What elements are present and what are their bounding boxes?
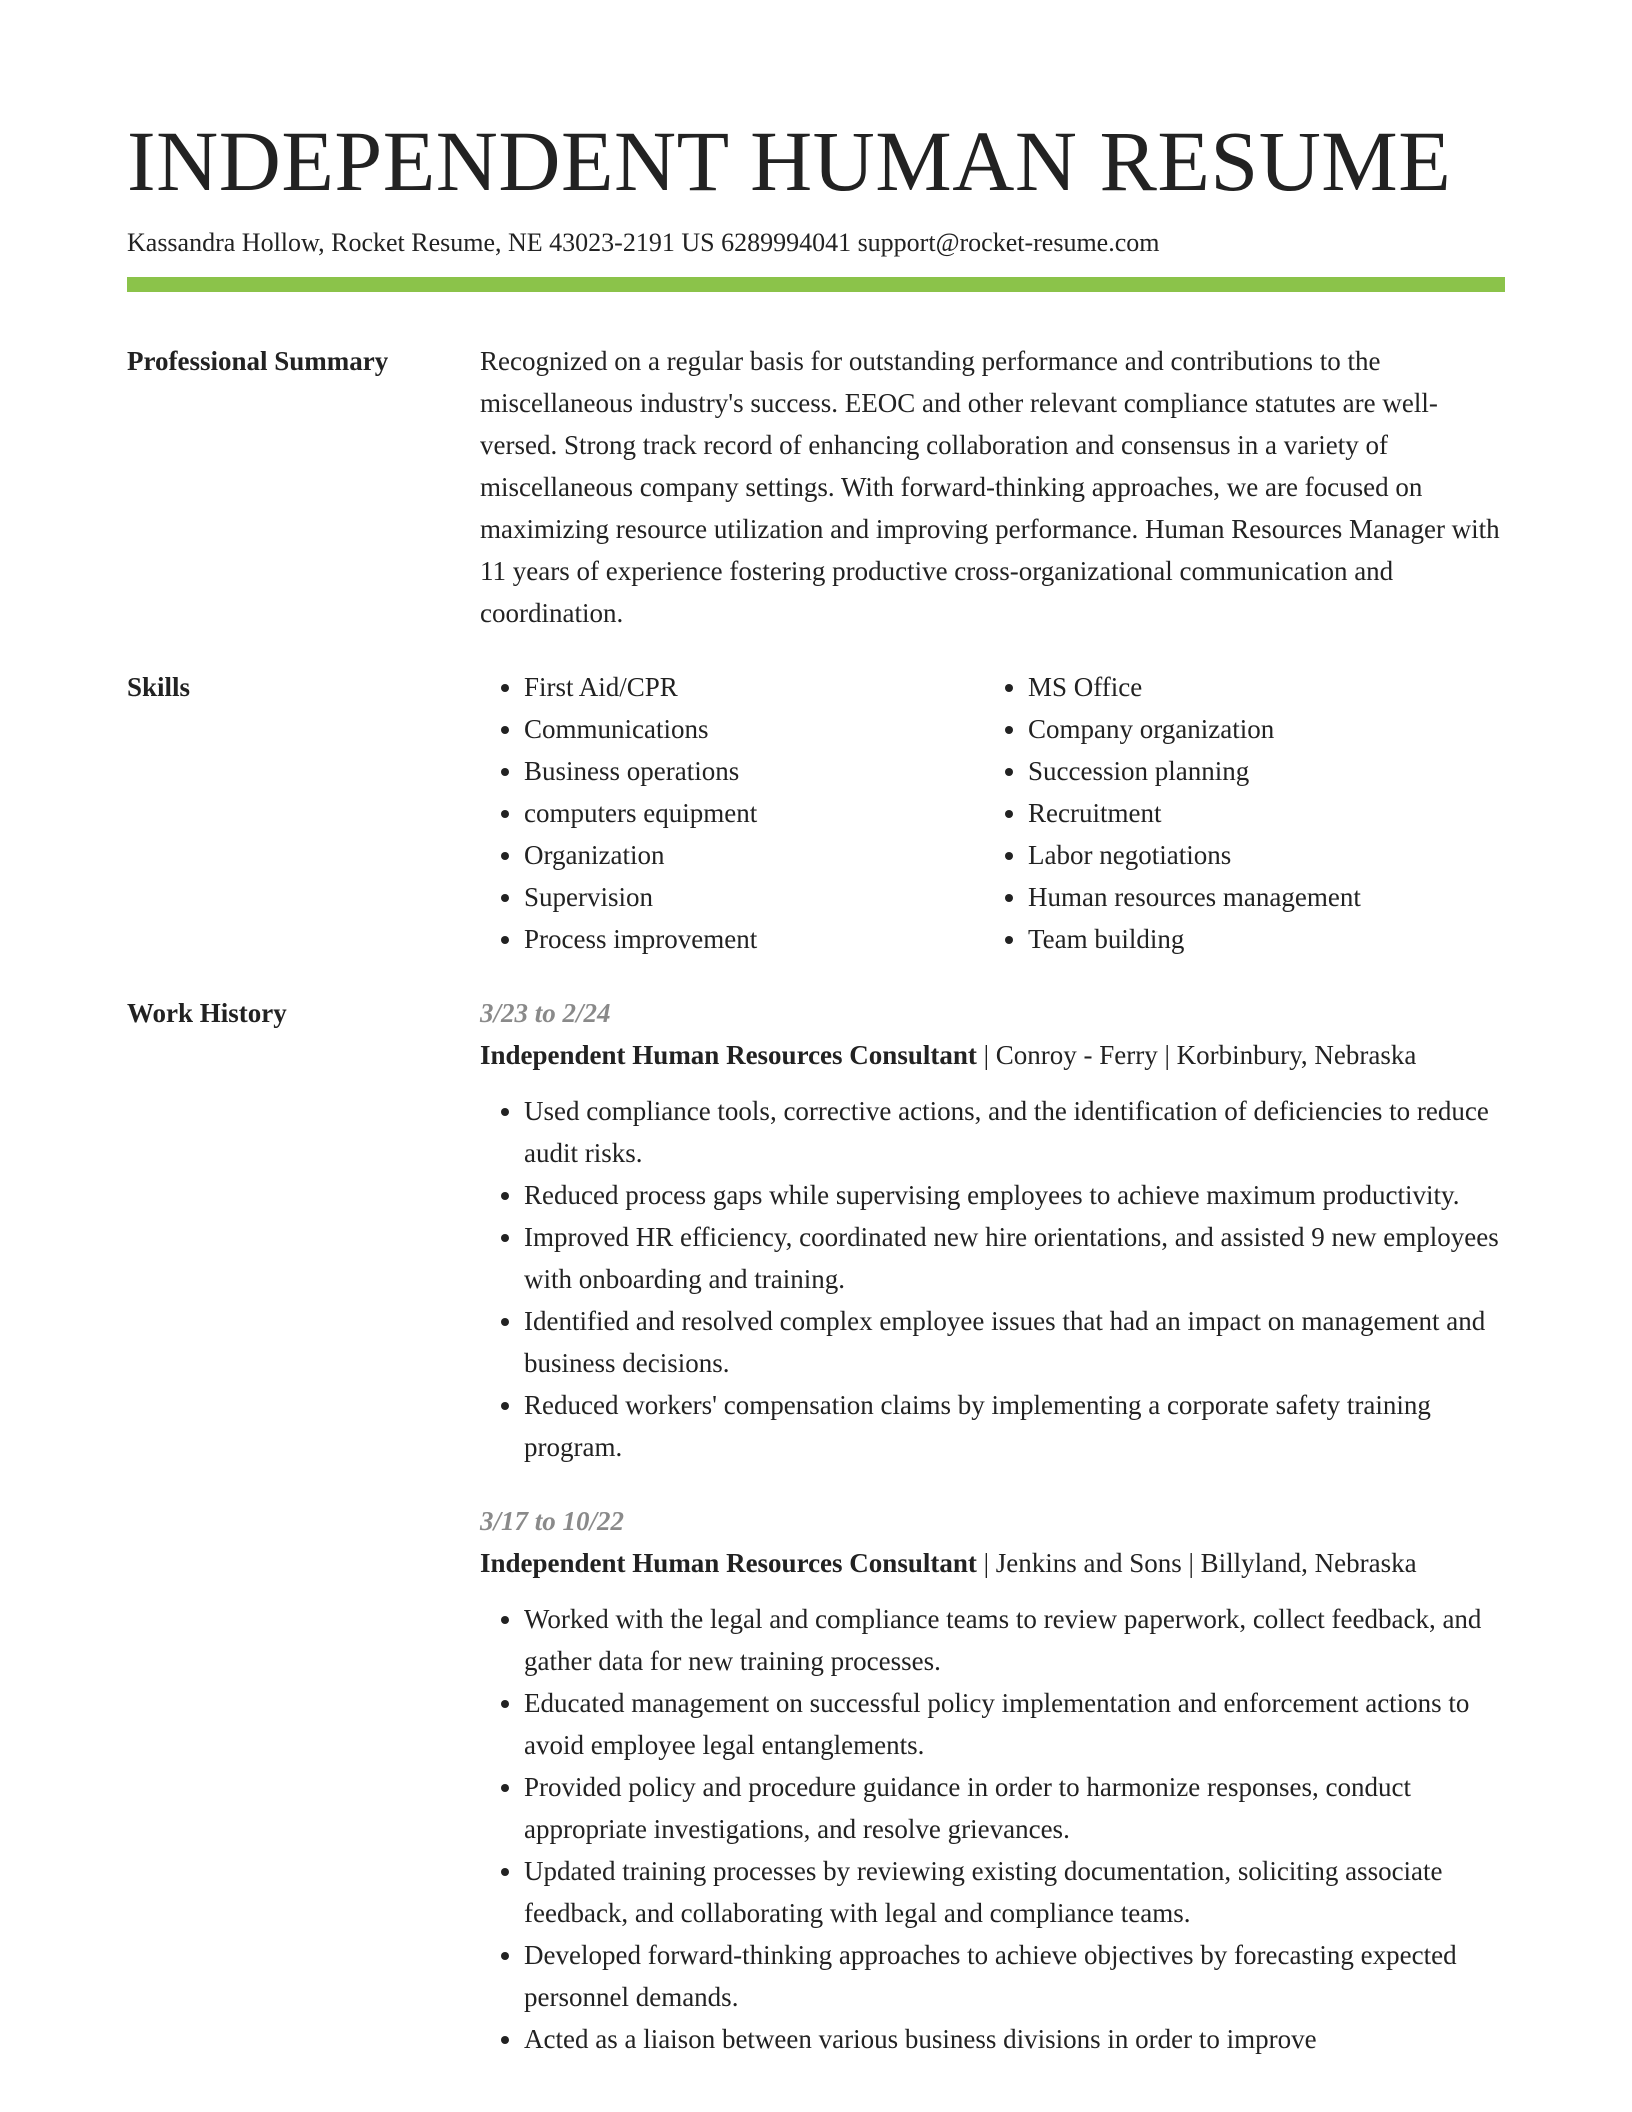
work-history-body bbox=[480, 992, 1505, 2060]
professional-summary-section bbox=[127, 340, 1505, 634]
job-entry bbox=[480, 1500, 1505, 2060]
skill-item: • First Aid/CPR bbox=[524, 666, 940, 708]
skill-item: • Labor negotiations bbox=[1028, 834, 1444, 876]
job-bullets bbox=[480, 1090, 1505, 1468]
section-title-summary: Professional Summary bbox=[127, 346, 389, 376]
job-bullet: • Identified and resolved complex employee issues that had an impact on management and business decisions. bbox=[524, 1300, 1505, 1384]
skill-item: • MS Office bbox=[1028, 666, 1444, 708]
skill-item: • Recruitment bbox=[1028, 792, 1444, 834]
skill-item: • Succession planning bbox=[1028, 750, 1444, 792]
skill-item: • Supervision bbox=[524, 876, 940, 918]
summary-text: Recognized on a regular basis for outstanding performance and contributions to the miscellaneous industry's success. EEOC and other relevant compliance statutes are well-versed. Strong track record of enhancing collaboration and consensus in a variety of miscellaneous company settings. With forward-thinking approaches, we are focused on maximizing resource utilization and improving performance. Human Resources Manager with 11 years of experience fostering productive cross-organizational communication and coordination. bbox=[480, 346, 1500, 628]
skills-list-left bbox=[480, 666, 940, 960]
section-title-skills: Skills bbox=[127, 672, 191, 702]
job-bullet: • Used compliance tools, corrective actions, and the identification of deficiencies to reduce audit risks. bbox=[524, 1090, 1505, 1174]
job-bullets bbox=[480, 1598, 1505, 2060]
job-bullet: • Educated management on successful policy implementation and enforcement actions to avoid employee legal entanglements. bbox=[524, 1682, 1505, 1766]
job-title: Independent Human Resources Consultant bbox=[480, 1548, 977, 1578]
job-details: | Conroy - Ferry | Korbinbury, Nebraska bbox=[976, 1040, 1417, 1070]
skill-item: • Communications bbox=[524, 708, 940, 750]
skill-item: • Team building bbox=[1028, 918, 1444, 960]
job-dates: 3/23 to 2/24 bbox=[480, 998, 611, 1028]
job-details: | Jenkins and Sons | Billyland, Nebraska bbox=[976, 1548, 1417, 1578]
accent-divider bbox=[127, 277, 1505, 292]
job-entry bbox=[480, 992, 1505, 1468]
job-bullet: • Acted as a liaison between various business divisions in order to improve bbox=[524, 2018, 1505, 2060]
job-dates: 3/17 to 10/22 bbox=[480, 1506, 625, 1536]
section-title-work: Work History bbox=[127, 998, 287, 1028]
job-bullet: • Provided policy and procedure guidance in order to harmonize responses, conduct appropriate investigations, and resolve grievances. bbox=[524, 1766, 1505, 1850]
job-title-line bbox=[480, 1034, 1505, 1076]
skill-item: • Process improvement bbox=[524, 918, 940, 960]
job-bullet: • Worked with the legal and compliance teams to review paperwork, collect feedback, and gather data for new training processes. bbox=[524, 1598, 1505, 1682]
job-bullet: • Developed forward-thinking approaches to achieve objectives by forecasting expected personnel demands. bbox=[524, 1934, 1505, 2018]
job-bullet: • Improved HR efficiency, coordinated new hire orientations, and assisted 9 new employees with onboarding and training. bbox=[524, 1216, 1505, 1300]
skill-item: • computers equipment bbox=[524, 792, 940, 834]
skill-item: • Business operations bbox=[524, 750, 940, 792]
skills-grid bbox=[480, 666, 1505, 960]
skill-item: • Human resources management bbox=[1028, 876, 1444, 918]
skill-item: • Organization bbox=[524, 834, 940, 876]
skills-list-right bbox=[984, 666, 1444, 960]
job-bullet: • Reduced workers' compensation claims by implementing a corporate safety training program. bbox=[524, 1384, 1505, 1468]
skills-section bbox=[127, 666, 1505, 960]
skill-item: • Company organization bbox=[1028, 708, 1444, 750]
job-bullet: • Reduced process gaps while supervising employees to achieve maximum productivity. bbox=[524, 1174, 1505, 1216]
contact-line: Kassandra Hollow, Rocket Resume, NE 43023-2191 US 6289994041 support@rocket-resume.com bbox=[127, 228, 1160, 257]
resume-name: INDEPENDENT HUMAN RESUME bbox=[127, 113, 1452, 209]
job-title: Independent Human Resources Consultant bbox=[480, 1040, 977, 1070]
job-title-line bbox=[480, 1542, 1505, 1584]
work-history-section bbox=[127, 992, 1505, 2060]
resume-page bbox=[127, 113, 1505, 2060]
job-bullet: • Updated training processes by reviewing existing documentation, soliciting associate feedback, and collaborating with legal and compliance teams. bbox=[524, 1850, 1505, 1934]
